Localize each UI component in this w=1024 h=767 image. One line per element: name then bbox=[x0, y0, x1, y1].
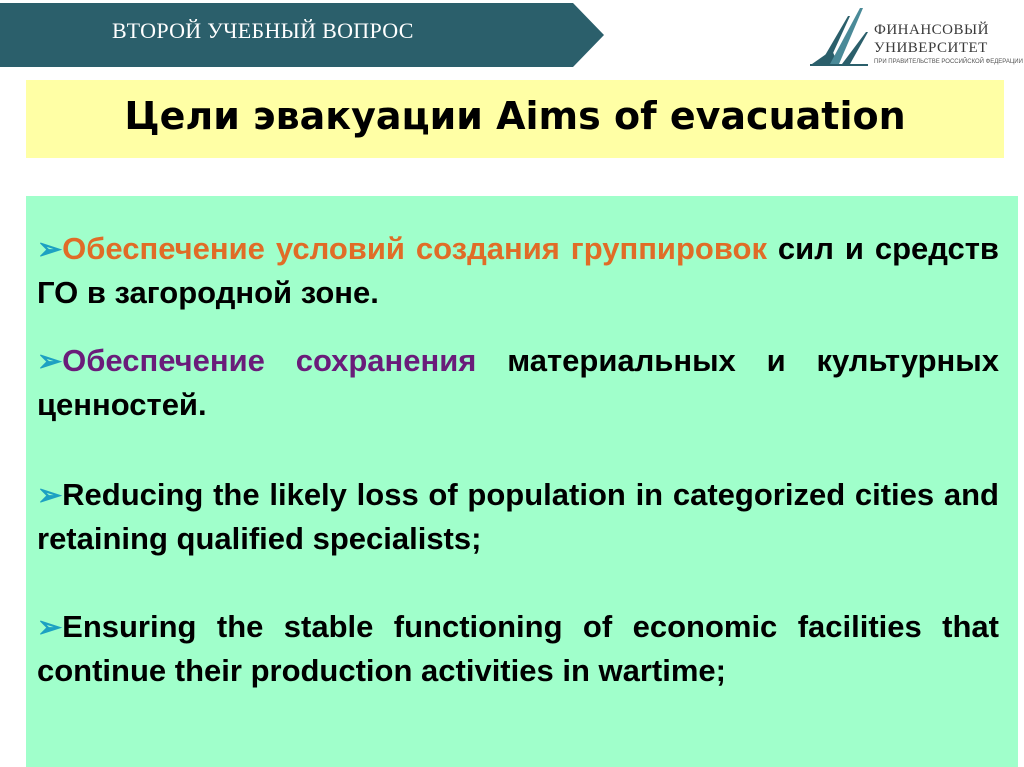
bullet-text: Ensuring the stable functioning of economic facilities that continue their production activities in wartime; bbox=[37, 609, 999, 688]
content-box bbox=[26, 196, 1018, 767]
bullet-highlight: Обеспечение сохранения bbox=[62, 343, 477, 378]
bullet-arrow-icon: ➢ bbox=[37, 233, 63, 266]
section-title: ВТОРОЙ УЧЕБНЫЙ ВОПРОС bbox=[112, 18, 414, 43]
title-band bbox=[26, 80, 1004, 158]
bullet-highlight: Обеспечение условий создания группировок bbox=[62, 231, 767, 266]
university-logo-icon bbox=[808, 6, 870, 68]
logo-line-2: УНИВЕРСИТЕТ bbox=[874, 40, 988, 56]
bullet-arrow-icon: ➢ bbox=[37, 611, 63, 644]
slide-title: Цели эвакуации Aims of evacuation bbox=[124, 94, 906, 138]
bullet-item bbox=[37, 339, 999, 426]
bullet-item bbox=[37, 473, 999, 560]
logo-line-3: ПРИ ПРАВИТЕЛЬСТВЕ РОССИЙСКОЙ ФЕДЕРАЦИИ bbox=[874, 59, 1023, 65]
bullet-text: сил и средств ГО в загородной зоне. bbox=[37, 231, 999, 310]
bullet-text: материальных и культурных ценностей. bbox=[37, 343, 999, 422]
bullet-item bbox=[37, 605, 999, 692]
university-logo bbox=[808, 6, 1023, 72]
bullet-text: Reducing the likely loss of population in categorized cities and retaining qualified specialists; bbox=[37, 477, 999, 556]
bullet-arrow-icon: ➢ bbox=[37, 345, 63, 378]
logo-line-1: ФИНАНСОВЫЙ bbox=[874, 22, 989, 38]
bullet-arrow-icon: ➢ bbox=[37, 479, 63, 512]
bullet-item bbox=[37, 227, 999, 314]
